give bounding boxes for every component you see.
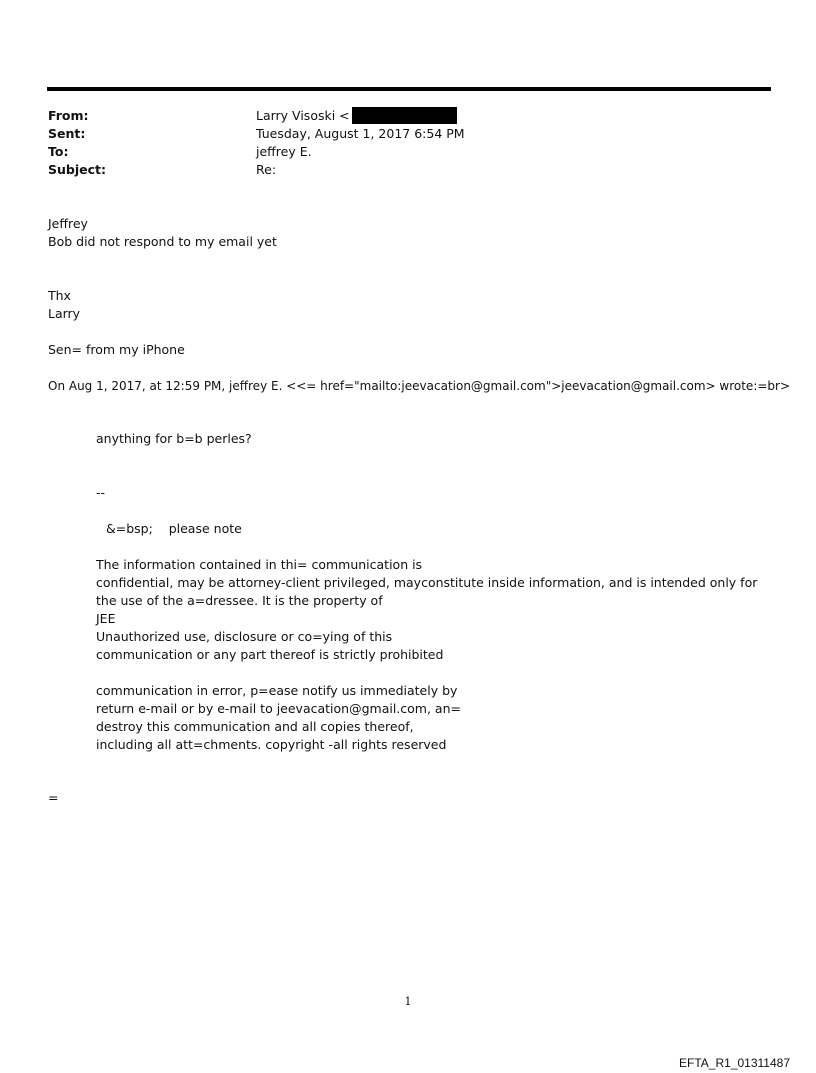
quoted-line: Unauthorized use, disclosure or co=ying of this <box>96 629 393 644</box>
quoted-line: confidential, may be attorney-client privileged, mayconstitute inside information, and is intended only for <box>96 575 758 590</box>
from-value <box>256 107 457 125</box>
page-number: 1 <box>404 995 412 1008</box>
quoted-line: anything for b=b perles? <box>96 431 252 446</box>
quoted-line: The information contained in thi= communication is <box>96 557 423 572</box>
body-line: Thx <box>48 288 71 303</box>
quoted-line: &=bsp; please note <box>106 521 242 536</box>
quoted-line: destroy this communication and all copies thereof, <box>96 719 414 734</box>
subject-label: Subject: <box>48 162 106 177</box>
sent-label: Sent: <box>48 126 86 141</box>
header-rule <box>47 87 771 91</box>
quoted-line: return e-mail or by e-mail to jeevacation@gmail.com, an= <box>96 701 461 716</box>
body-line: Jeffrey <box>48 216 88 231</box>
quoted-line: JEE <box>96 611 116 626</box>
sender-name: Larry Visoski < <box>256 108 350 123</box>
to-label: To: <box>48 144 69 159</box>
body-line: Sen= from my iPhone <box>48 342 185 357</box>
subject-value: Re: <box>256 162 277 177</box>
quoted-line: including all att=chments. copyright -all rights reserved <box>96 737 447 752</box>
body-line: Larry <box>48 306 81 321</box>
quoted-line: communication or any part thereof is strictly prohibited <box>96 647 444 662</box>
quoted-line: -- <box>96 485 106 500</box>
redaction-block <box>352 107 457 124</box>
quote-intro: On Aug 1, 2017, at 12:59 PM, jeffrey E. <<= href="mailto:jeevacation@gmail.com">jeevacation@gmail.com> wrote:=br> <box>48 379 791 393</box>
body-line: Bob did not respond to my email yet <box>48 234 277 249</box>
from-label: From: <box>48 108 89 123</box>
sent-value: Tuesday, August 1, 2017 6:54 PM <box>256 126 465 141</box>
document-id: EFTA_R1_01311487 <box>679 1056 790 1070</box>
to-value: jeffrey E. <box>256 144 312 159</box>
quoted-line: the use of the a=dressee. It is the property of <box>96 593 383 608</box>
trailer-mark: = <box>48 790 59 805</box>
quoted-line: communication in error, p=ease notify us immediately by <box>96 683 458 698</box>
